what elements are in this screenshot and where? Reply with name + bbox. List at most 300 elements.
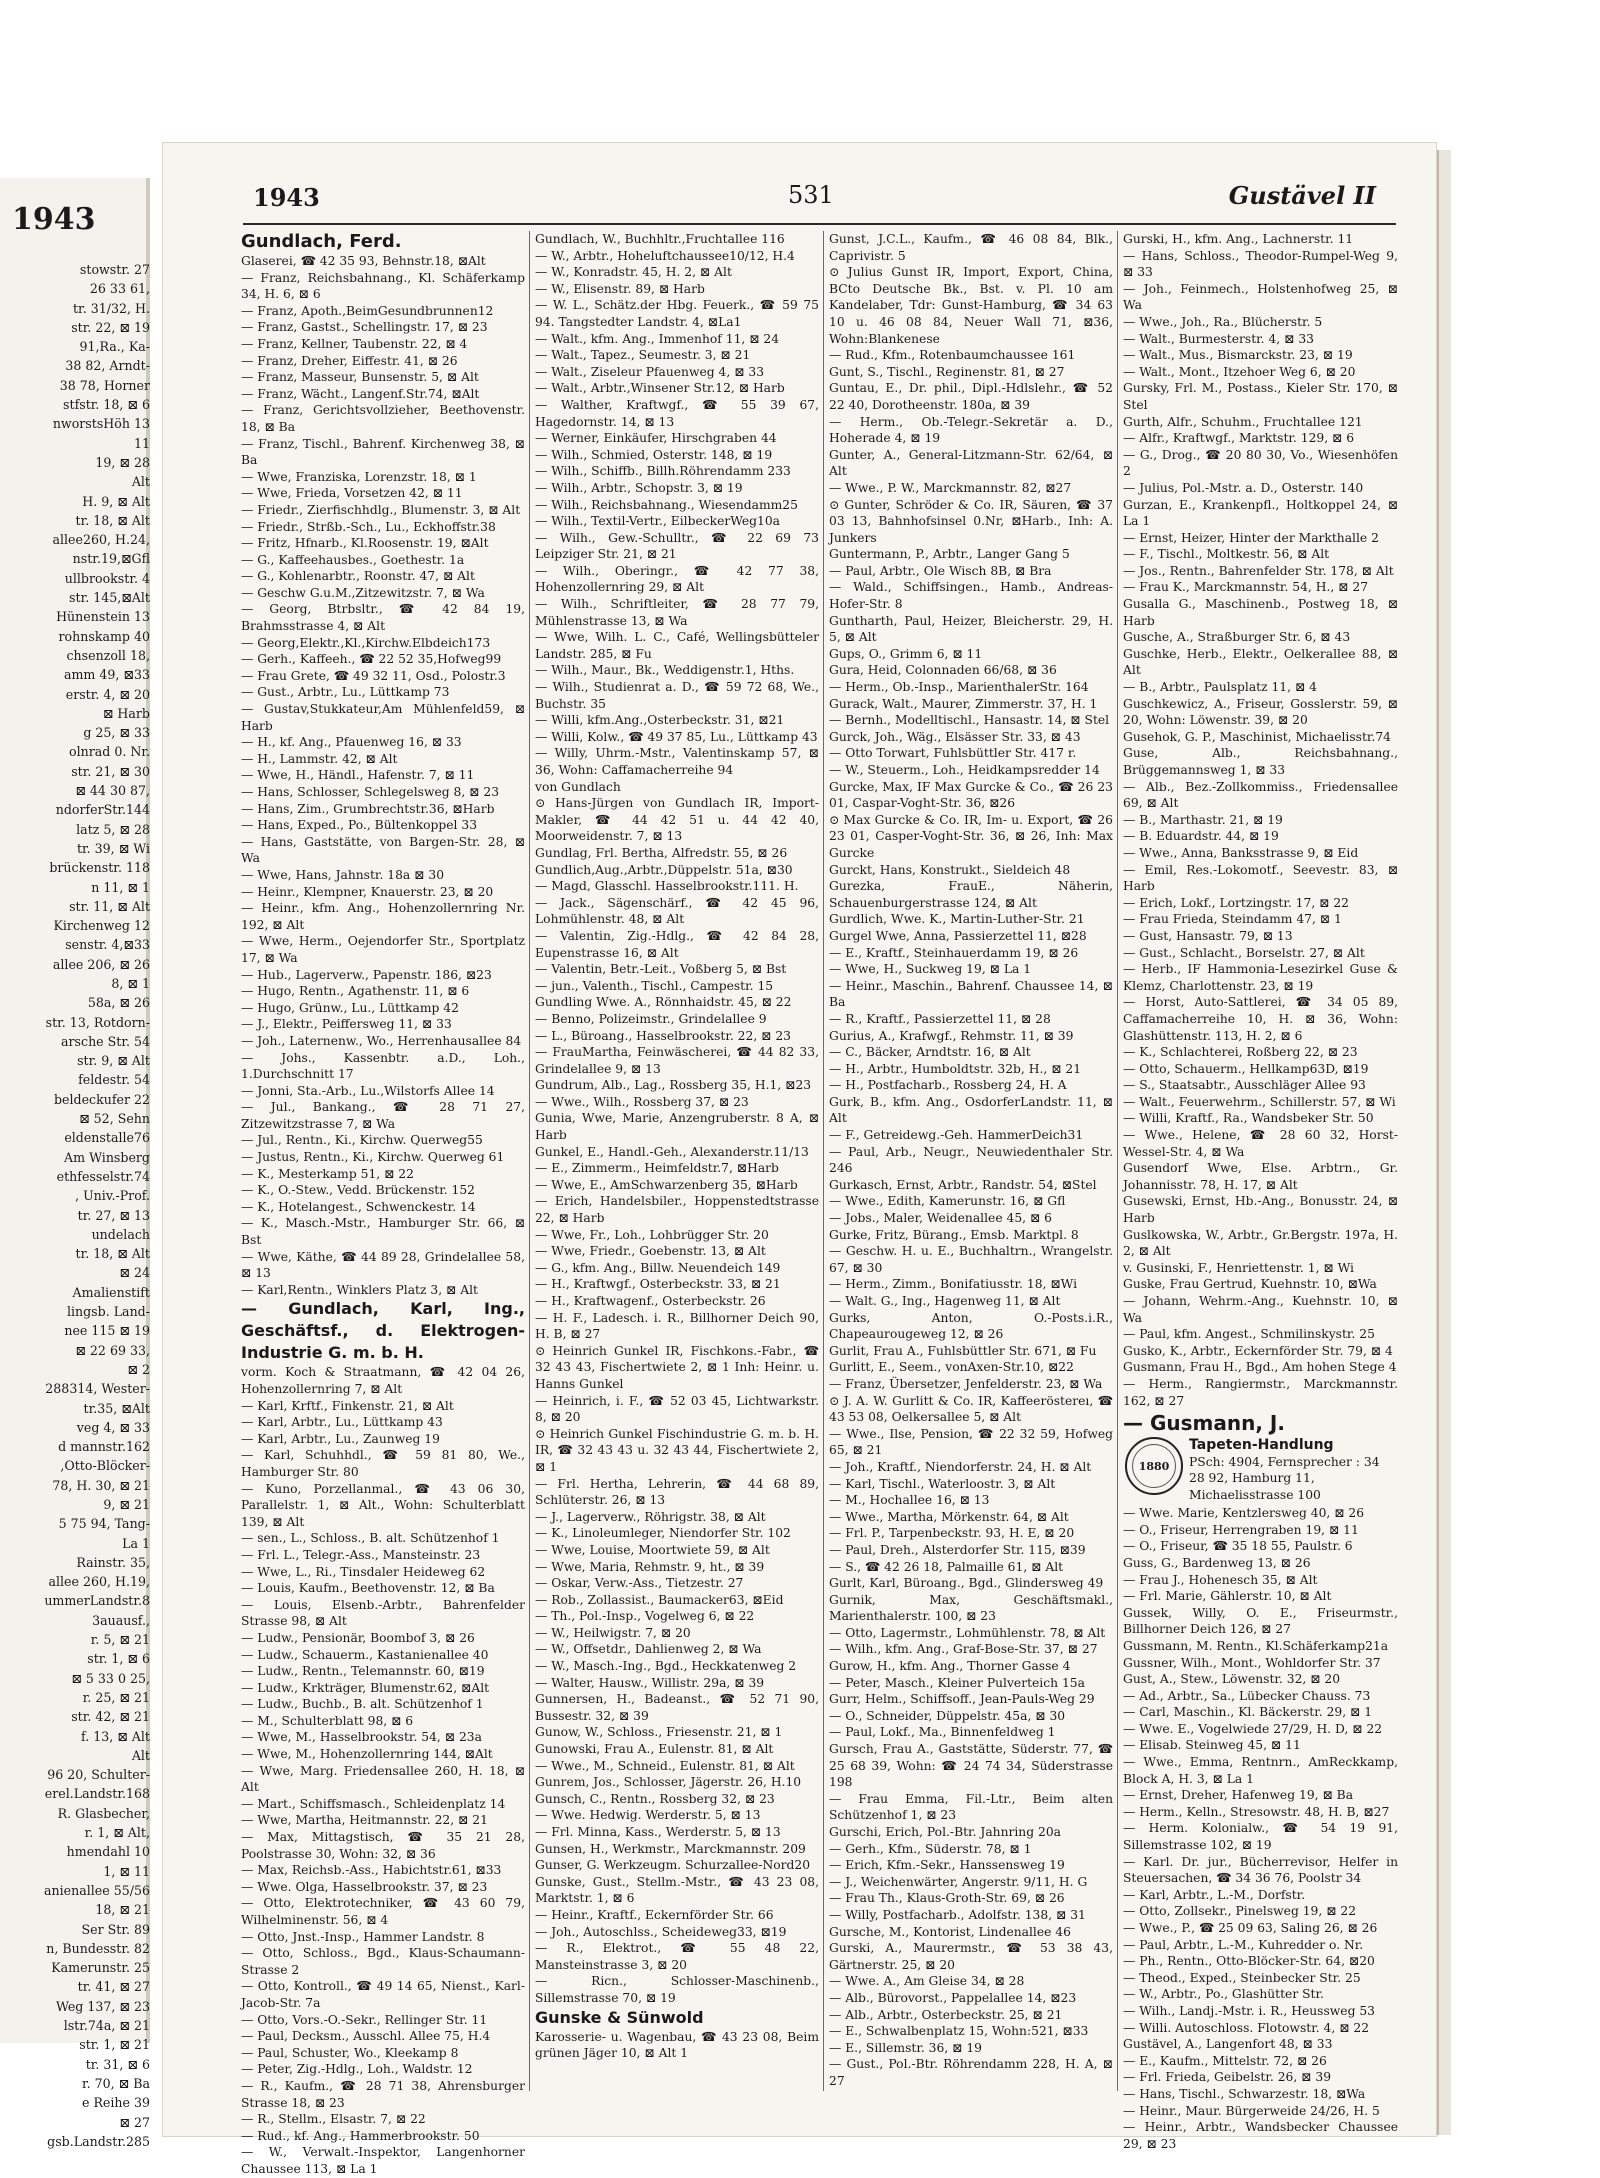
previous-page-line: Alt	[131, 1747, 150, 1763]
advertisement-text	[1189, 1437, 1398, 1503]
directory-entry: — F., Getreidewg.-Geh. HammerDeich31	[829, 1128, 1084, 1143]
directory-entry: — Paul, Arbtr., L.-M., Kuhredder o. Nr.	[1123, 1937, 1364, 1952]
directory-entry: — Heinr., Klempner, Knauerstr. 23, ⊠ 20	[241, 884, 494, 899]
directory-entry: Gurack, Walt., Maurer, Zimmerstr. 37, H. 1	[829, 696, 1098, 711]
directory-entry: — Rud., Kfm., Rotenbaumchaussee 161	[829, 348, 1076, 363]
directory-entry: Gust, A., Stew., Löwenstr. 32, ⊠ 20	[1123, 1672, 1341, 1687]
directory-entry: — Hans, Schlosser, Schlegelsweg 8, ⊠ 23	[241, 785, 500, 799]
directory-entry: — W., Masch.-Ing., Bgd., Heckkatenweg 2	[535, 1659, 797, 1674]
directory-column-4	[1123, 231, 1398, 2151]
directory-entry: — J., Weichenwärter, Angerstr. 9/11, H. G	[829, 1874, 1088, 1889]
previous-page-line: 26 33 61,	[89, 281, 150, 297]
directory-entry: — Walt., Tapez., Seumestr. 3, ⊠ 21	[535, 348, 751, 363]
previous-page-line: str. 9, ⊠ Alt	[77, 1053, 150, 1069]
directory-entry: — Wwe, Fr., Loh., Lohbrügger Str. 20	[535, 1227, 769, 1242]
directory-entry: — Jul., Rentn., Ki., Kirchw. Querweg55	[241, 1133, 483, 1148]
directory-entry: — Gust., Pol.-Btr. Röhrendamm 228, H. A, ⊠ 27	[829, 2057, 1113, 2088]
directory-entry: — Wilh., Maur., Bk., Weddigenstr.1, Hths.	[535, 663, 795, 678]
previous-page-line: Ser Str. 89	[81, 1921, 150, 1937]
directory-entry: — Mart., Schiffsmasch., Schleidenplatz 14	[241, 1796, 506, 1811]
directory-entry: — Wwe., Martha, Mörkenstr. 64, ⊠ Alt	[829, 1509, 1069, 1524]
previous-page-line: arsche Str. 54	[61, 1033, 150, 1049]
directory-entry: Gusewski, Ernst, Hb.-Ang., Bonusstr. 24, ⊠ Harb	[1123, 1194, 1398, 1226]
directory-entry: Gursche, M., Kontorist, Lindenallee 46	[829, 1924, 1071, 1939]
previous-page-line: 78, H. 30, ⊠ 21	[52, 1477, 150, 1493]
directory-entry: — jun., Valenth., Tischl., Campestr. 15	[535, 978, 774, 993]
directory-entry: — Walt., Burmesterstr. 4, ⊠ 33	[1123, 331, 1314, 346]
directory-entry: — Wwe. A., Am Gleise 34, ⊠ 28	[829, 1974, 1025, 1989]
directory-entry: — Herm., Ob.-Insp., MarienthalerStr. 164	[829, 680, 1089, 695]
directory-entry: — Walt., Feuerwehrm., Schillerstr. 57, ⊠ Wi	[1123, 1094, 1396, 1109]
directory-entry: — Hans, Exped., Po., Bültenkoppel 33	[241, 818, 478, 833]
directory-entry: — Paul, Lokf., Ma., Binnenfeldweg 1	[829, 1725, 1056, 1740]
directory-entry: — Johs., Kassenbtr. a.D., Loh., 1.Durchschnitt 17	[241, 1050, 525, 1082]
directory-entry: — Gerh., Kfm., Süderstr. 78, ⊠ 1	[829, 1841, 1032, 1856]
directory-entry: — Wwe, Frieda, Vorsetzen 42, ⊠ 11	[241, 486, 463, 501]
directory-entry: Gurth, Alfr., Schuhm., Fruchtallee 121	[1123, 414, 1363, 429]
directory-entry: — Otto, Schloss., Bgd., Klaus-Schaumann-Strasse 2	[241, 1946, 525, 1977]
directory-entry: — Jack., Sägenschärf., ☎ 42 45 96, Lohmühlenstr. 48, ⊠ Alt	[535, 895, 819, 927]
directory-entry: — Hans, Zim., Grumbrechtstr.36, ⊠Harb	[241, 801, 495, 816]
directory-entry: — Herb., IF Hammonia-Lesezirkel Guse & Klemz, Charlottenstr. 23, ⊠ 19	[1123, 962, 1398, 993]
directory-entry: — Wwe, M., Hohenzollernring 144, ⊠Alt	[241, 1747, 493, 1762]
directory-page	[162, 142, 1437, 2176]
directory-entry: — Frau Th., Klaus-Groth-Str. 69, ⊠ 26	[829, 1891, 1065, 1906]
directory-entry: — Joh., Laternenw., Wo., Herrenhausallee 84	[241, 1033, 522, 1048]
directory-entry: — S., ☎ 42 26 18, Palmaille 61, ⊠ Alt	[829, 1559, 1064, 1574]
firm-entry: — Gundlach, Karl, Ing., Geschäftsf., d. Elektrogen-Industrie G. m. b. H.	[241, 1299, 525, 1363]
previous-page-line: Kirchenweg 12	[53, 918, 150, 934]
directory-entry: — Wilh., Schriftleiter, ☎ 28 77 79, Mühlenstrasse 13, ⊠ Wa	[535, 597, 819, 628]
directory-entry: — Frl. P., Tarpenbeckstr. 93, H. E, ⊠ 20	[829, 1526, 1075, 1541]
directory-entry: — M., Hochallee 16, ⊠ 13	[829, 1493, 990, 1508]
directory-entry: — Rud., kf. Ang., Hammerbrookstr. 50	[241, 2128, 480, 2143]
previous-page-line: 288314, Wester-	[45, 1381, 150, 1397]
previous-page-line: 58a, ⊠ 26	[87, 995, 150, 1011]
directory-entry: — Wwe., Helene, ☎ 28 60 32, Horst-Wessel-Str. 4, ⊠ Wa	[1123, 1128, 1398, 1159]
directory-entry: Guschkewicz, A., Friseur, Gosslerstr. 59, ⊠ 20, Wohn: Löwenstr. 39, ⊠ 20	[1123, 696, 1398, 728]
directory-entry: — H. F., Ladesch. i. R., Billhorner Deich 90, H. B, ⊠ 27	[535, 1310, 819, 1342]
previous-page-line: tr. 31/32, H.	[73, 300, 150, 316]
directory-entry: — Walt. G., Ing., Hagenweg 11, ⊠ Alt	[829, 1294, 1061, 1308]
directory-entry: — K., O.-Stew., Vedd. Brückenstr. 152	[241, 1183, 476, 1198]
previous-page-line: 8, ⊠ 1	[111, 975, 150, 991]
directory-entry: — Valentin, Betr.-Leit., Voßberg 5, ⊠ Bst	[535, 962, 787, 977]
previous-page-line: str. 1, ⊠ 6	[87, 1651, 150, 1667]
directory-entry: — L., Büroang., Hasselbrookstr. 22, ⊠ 23	[535, 1028, 792, 1043]
previous-page-line: Hünenstein 13	[56, 609, 150, 625]
directory-entry: — Walt., Mus., Bismarckstr. 23, ⊠ 19	[1123, 348, 1353, 363]
directory-entry: — W., Verwalt.-Inspektor, Langenhorner Chaussee 113, ⊠ La 1	[241, 2145, 525, 2176]
page-header-year: 1943	[253, 183, 320, 212]
previous-page-line: tr. 18, ⊠ Alt	[75, 512, 150, 528]
directory-entry: — Frl. Frieda, Geibelstr. 26, ⊠ 39	[1123, 2070, 1332, 2085]
directory-entry: Gunow, W., Schloss., Friesenstr. 21, ⊠ 1	[535, 1725, 783, 1740]
directory-entry: — Karl, Arbtr., Lu., Zaunweg 19	[241, 1431, 440, 1446]
previous-page-lines	[4, 260, 150, 2151]
previous-page-line: str. 145,⊠Alt	[69, 590, 150, 606]
directory-entry: — Johann, Wehrm.-Ang., Kuehnstr. 10, ⊠ Wa	[1123, 1294, 1398, 1325]
directory-entry: — Heinr., Kraftf., Eckernförder Str. 66	[535, 1907, 774, 1922]
directory-entry: — Karl, Tischl., Waterloostr. 3, ⊠ Alt	[829, 1476, 1056, 1491]
directory-entry: — Heinr., Arbtr., Wandsbecker Chaussee 29, ⊠ 23	[1123, 2120, 1398, 2151]
directory-entry: — Willi, kfm.Ang.,Osterbeckstr. 31, ⊠21	[535, 713, 785, 728]
company-seal-logo: 1880	[1125, 1437, 1183, 1495]
directory-entry: Gundrum, Alb., Lag., Rossberg 35, H.1, ⊠23	[535, 1078, 812, 1093]
directory-entry: — O., Schneider, Düppelstr. 45a, ⊠ 30	[829, 1708, 1066, 1723]
directory-entry: — Ludw., Rentn., Telemannstr. 60, ⊠19	[241, 1664, 485, 1679]
directory-entry: — Wwe, Martha, Heitmannstr. 22, ⊠ 21	[241, 1813, 488, 1828]
directory-entry: Gups, O., Grimm 6, ⊠ 11	[829, 646, 983, 661]
directory-entry: — Willi, Kolw., ☎ 49 37 85, Lu., Lüttkamp 43	[535, 729, 818, 744]
directory-entry: — Erich, Lokf., Lortzingstr. 17, ⊠ 22	[1123, 895, 1349, 910]
directory-entry: Gurke, Fritz, Bürang., Emsb. Marktpl. 8	[829, 1227, 1079, 1242]
previous-page-line: ⊠ 44 30 87,	[75, 783, 150, 799]
directory-entry: vorm. Koch & Straatmann, ☎ 42 04 26, Hohenzollernring 7, ⊠ Alt	[241, 1365, 525, 1396]
directory-entry: — W. L., Schätz.der Hbg. Feuerk., ☎ 59 75 94. Tangstedter Landstr. 4, ⊠La1	[535, 298, 819, 329]
directory-entry: — W., Steuerm., Loh., Heidkampsredder 14	[829, 763, 1100, 777]
directory-entry: Gurski, A., Maurermstr., ☎ 53 38 43, Gärtnerstr. 25, ⊠ 20	[829, 1941, 1113, 1972]
directory-entry: — Franz, Kellner, Taubenstr. 22, ⊠ 4	[241, 336, 468, 351]
directory-entry: — Georg,Elektr.,Kl.,Kirchw.Elbdeich173	[241, 635, 491, 650]
directory-entry: — W., Arbtr., Po., Glashütter Str.	[1123, 1987, 1324, 2002]
directory-entry: Gurr, Helm., Schiffsoff., Jean-Pauls-Weg 29	[829, 1692, 1095, 1707]
directory-entry: Guss, G., Bardenweg 13, ⊠ 26	[1123, 1555, 1311, 1570]
directory-entry: — Otto, Zollsekr., Pinelsweg 19, ⊠ 22	[1123, 1904, 1357, 1919]
directory-entry: Gurckt, Hans, Konstrukt., Sieldeich 48	[829, 862, 1071, 877]
directory-column-3	[829, 231, 1113, 2101]
directory-entry: — Karl, Krftf., Finkenstr. 21, ⊠ Alt	[241, 1398, 454, 1413]
previous-page-line: 1, ⊠ 11	[103, 1863, 150, 1879]
directory-entry: — Franz, Wächt., Langenf.Str.74, ⊠Alt	[241, 386, 480, 401]
directory-entry: Gunowski, Frau A., Eulenstr. 81, ⊠ Alt	[535, 1742, 774, 1757]
directory-entry: — Wwe., Ilse, Pension, ☎ 22 32 59, Hofweg 65, ⊠ 21	[829, 1426, 1113, 1458]
directory-entry: — H., Lammstr. 42, ⊠ Alt	[241, 751, 398, 766]
directory-entry: — Paul, Dreh., Alsterdorfer Str. 115, ⊠39	[829, 1542, 1086, 1557]
directory-entry: — G., Kaffeehausbes., Goethestr. 1a	[241, 552, 465, 567]
previous-page-line: ndorferStr.144	[55, 802, 150, 818]
directory-entry: — Frau Emma, Fil.-Ltr., Beim alten Schützenhof 1, ⊠ 23	[829, 1791, 1113, 1823]
directory-entry: — Wwe., Anna, Banksstrasse 9, ⊠ Eid	[1123, 845, 1359, 860]
directory-entry: Gurlit, Frau A., Fuhlsbüttler Str. 671, ⊠ Fu	[829, 1343, 1097, 1358]
previous-page-line: d mannstr.162	[58, 1439, 150, 1455]
previous-page-line: str. 13, Rotdorn-	[45, 1014, 150, 1030]
directory-entry: Gundlich,Aug.,Arbtr.,Düppelstr. 51a, ⊠30	[535, 862, 793, 877]
directory-entry: — Ernst, Heizer, Hinter der Markthalle 2	[1123, 530, 1379, 545]
directory-entry: — Frau J., Hohenesch 35, ⊠ Alt	[1123, 1572, 1318, 1587]
advertisement-line: PSch: 4904, Fernsprecher : 34 28 92, Hamburg 11, Michaelisstrasse 100	[1189, 1454, 1380, 1502]
directory-entry: Gunsen, H., Werkmstr., Marckmannstr. 209	[535, 1841, 806, 1856]
previous-page-line: stfstr. 18, ⊠ 6	[63, 397, 150, 413]
column-divider	[529, 231, 530, 2091]
directory-column-2	[535, 231, 819, 2101]
directory-entry: Gunst, J.C.L., Kaufm., ☎ 46 08 84, Blk., Caprivistr. 5	[829, 232, 1113, 263]
directory-entry: — Willy, Uhrm.-Mstr., Valentinskamp 57, ⊠ 36, Wohn: Caffamacherreihe 94	[535, 746, 819, 777]
directory-entry: — Wwe. Marie, Kentzlersweg 40, ⊠ 26	[1123, 1506, 1365, 1521]
directory-entry: Gusendorf Wwe, Else. Arbtrn., Gr. Johannisstr. 78, H. 17, ⊠ Alt	[1123, 1161, 1398, 1192]
previous-page-line: ⊠ 2	[127, 1361, 150, 1377]
directory-entry: — Karl, Arbtr., Lu., Lüttkamp 43	[241, 1415, 443, 1430]
header-rule	[243, 223, 1396, 225]
directory-entry: — Franz, Gastst., Schellingstr. 17, ⊠ 23	[241, 320, 488, 335]
directory-entry: — Wwe, M., Hasselbrookstr. 54, ⊠ 23a	[241, 1730, 482, 1745]
previous-page-edge	[0, 178, 150, 2149]
directory-entry: — Wilh., Textil-Vertr., EilbeckerWeg10a	[535, 514, 781, 529]
directory-entry: — Erich, Handelsbiler., Hoppenstedtstrasse 22, ⊠ Harb	[535, 1194, 819, 1226]
directory-entry: — W., Arbtr., Hoheluftchaussee10/12, H.4	[535, 248, 795, 263]
directory-entry: Gussek, Willy, O. E., Friseurmstr., Billhorner Deich 126, ⊠ 27	[1123, 1605, 1398, 1637]
previous-page-line: r. 25, ⊠ 21	[82, 1689, 150, 1705]
previous-page-line: hmendahl 10	[66, 1844, 150, 1860]
directory-entry: Gurks, Anton, O.-Posts.i.R., Chapeaurougeweg 12, ⊠ 26	[829, 1310, 1113, 1342]
directory-entry: Gurius, A., Krafwgf., Rehmstr. 11, ⊠ 39	[829, 1028, 1074, 1043]
directory-entry: Gussner, Wilh., Mont., Wohldorfer Str. 37	[1123, 1655, 1381, 1670]
previous-page-line: lstr.74a, ⊠ 21	[63, 2018, 150, 2034]
previous-page-line: allee260, H.24,	[52, 532, 150, 548]
directory-entry: — Heinr., kfm. Ang., Hohenzollernring Nr. 192, ⊠ Alt	[241, 901, 525, 932]
directory-entry: — Hugo, Grünw., Lu., Lüttkamp 42	[241, 1000, 459, 1015]
directory-entry: Gurlt, Karl, Büroang., Bgd., Glindersweg 49	[829, 1576, 1104, 1591]
directory-entry: — Walt., Ziseleur Pfauenweg 4, ⊠ 33	[535, 364, 765, 379]
directory-entry: — Otto Torwart, Fuhlsbüttler Str. 417 r.	[829, 746, 1077, 761]
directory-entry: — Herm., Kelln., Stresowstr. 48, H. B, ⊠27	[1123, 1804, 1390, 1819]
directory-entry: Gunnersen, H., Badeanst., ☎ 52 71 90, Bussestr. 32, ⊠ 39	[535, 1692, 819, 1723]
directory-entry: ⊙ J. A. W. Gurlitt & Co. IR, Kaffeeröstereı, ☎ 43 53 08, Oelkersallee 5, ⊠ Alt	[829, 1393, 1113, 1425]
directory-entry: — Valentin, Zig.-Hdlg., ☎ 42 84 28, Eupenstrasse 16, ⊠ Alt	[535, 928, 819, 960]
directory-entry: — Justus, Rentn., Ki., Kirchw. Querweg 61	[241, 1150, 505, 1165]
directory-entry: — B., Arbtr., Paulsplatz 11, ⊠ 4	[1123, 680, 1317, 695]
directory-entry: — Alb., Bez.-Zollkommiss., Friedensallee 69, ⊠ Alt	[1123, 779, 1398, 811]
previous-page-line: ⊠ 22 69 33,	[75, 1342, 150, 1358]
directory-entry: Gurnik, Max, Geschäftsmakl., Marienthalerstr. 100, ⊠ 23	[829, 1592, 1113, 1624]
directory-entry: — O., Friseur, Herrengraben 19, ⊠ 11	[1123, 1522, 1359, 1537]
directory-entry: — Frau Frieda, Steindamm 47, ⊠ 1	[1123, 912, 1342, 927]
directory-entry: — Hans, Tischl., Schwarzestr. 18, ⊠Wa	[1123, 2086, 1366, 2101]
previous-page-line: ⊠ 24	[119, 1265, 150, 1281]
directory-entry: Guschke, Herb., Elektr., Oelkerallee 88, ⊠ Alt	[1123, 646, 1398, 678]
directory-entry: — Gust., Arbtr., Lu., Lüttkamp 73	[241, 685, 450, 700]
directory-entry: — Hans, Schloss., Theodor-Rumpel-Weg 9, ⊠ 33	[1123, 248, 1398, 280]
directory-entry: ⊙ Gunter, Schröder & Co. IR, Säuren, ☎ 37 03 13, Bahnhofsinsel 0.Nr, ⊠Harb., Inh: A. Junkers	[829, 497, 1113, 545]
directory-entry: — Wilh., Gew.-Schulltr., ☎ 22 69 73 Leipziger Str. 21, ⊠ 21	[535, 530, 819, 562]
directory-entry: — Louis, Kaufm., Beethovenstr. 12, ⊠ Ba	[241, 1581, 495, 1596]
directory-entry: — Wwe, Marg. Friedensallee 260, H. 18, ⊠ Alt	[241, 1763, 525, 1795]
directory-entry: — Paul, kfm. Angest., Schmilinskystr. 25	[1123, 1327, 1375, 1342]
directory-entry: — Wilh., Arbtr., Schopstr. 3, ⊠ 19	[535, 480, 743, 495]
directory-entry: — Willi. Autoschloss. Flotowstr. 4, ⊠ 22	[1123, 2020, 1370, 2035]
previous-page-line: allee 260, H.19,	[48, 1574, 150, 1590]
directory-entry: Gurow, H., kfm. Ang., Thorner Gasse 4	[829, 1659, 1071, 1674]
previous-page-line: r. 70, ⊠ Ba	[82, 2075, 150, 2091]
directory-entry: Guntermann, P., Arbtr., Langer Gang 5	[829, 547, 1070, 562]
previous-page-line: 11	[133, 435, 150, 451]
directory-entry: — Wwe., P. W., Marckmannstr. 82, ⊠27	[829, 480, 1072, 495]
directory-entry: — Elisab. Steinweg 45, ⊠ 11	[1123, 1738, 1301, 1753]
directory-entry: — Paul, Decksm., Ausschl. Allee 75, H.4	[241, 2029, 491, 2044]
previous-page-line: 5 75 94, Tang-	[58, 1516, 150, 1532]
previous-page-line: r. 1, ⊠ Alt,	[84, 1825, 150, 1841]
directory-entry: — Herm., Rangiermstr., Marckmannstr. 162, ⊠ 27	[1123, 1376, 1398, 1408]
directory-entry: — Gerh., Kaffeeh., ☎ 22 52 35,Hofweg99	[241, 652, 502, 667]
directory-entry: — Benno, Polizeimstr., Grindelallee 9	[535, 1011, 767, 1026]
directory-entry: — K., Schlachterei, Roßberg 22, ⊠ 23	[1123, 1045, 1358, 1060]
previous-page-line: Alt	[131, 474, 150, 490]
directory-entry: — K., Linoleumleger, Niendorfer Str. 102	[535, 1526, 791, 1541]
directory-entry: — Wwe, Käthe, ☎ 44 89 28, Grindelallee 58, ⊠ 13	[241, 1249, 525, 1281]
previous-page-line: olnrad 0. Nr.	[69, 744, 150, 760]
directory-entry: — Carl, Maschin., Kl. Bäckerstr. 29, ⊠ 1	[1123, 1705, 1373, 1720]
directory-entry: — Wwe, Herm., Oejendorfer Str., Sportplatz 17, ⊠ Wa	[241, 934, 525, 965]
previous-page-line: ullbrookstr. 4	[64, 570, 150, 586]
directory-entry: — Wwe, H., Händl., Hafenstr. 7, ⊠ 11	[241, 768, 475, 783]
directory-entry: — Frl. L., Telegr.-Ass., Mansteinstr. 23	[241, 1547, 481, 1562]
directory-entry: Gurcke, Max, IF Max Gurcke & Co., ☎ 26 23 01, Caspar-Voght-Str. 36, ⊠26	[829, 779, 1113, 811]
advertisement-title: — Gusmann, J.	[1123, 1411, 1285, 1436]
directory-entry: — Franz, Reichsbahnang., Kl. Schäferkamp 34, H. 6, ⊠ 6	[241, 270, 525, 302]
directory-entry: — Gust., Schlacht., Borselstr. 27, ⊠ Alt	[1123, 945, 1365, 960]
directory-entry: — F., Tischl., Moltkestr. 56, ⊠ Alt	[1123, 547, 1330, 562]
directory-entry: — Wwe., Emma, Rentnrn., AmReckkamp, Block A, H. 3, ⊠ La 1	[1123, 1755, 1398, 1786]
directory-entry: ⊙ Heinrich Gunkel IR, Fischkons.-Fabr., ☎ 32 43 43, Fischertwiete 2, ⊠ 1 Inh: Heinr. u. Hanns Gunkel	[535, 1343, 819, 1391]
previous-page-line: tr. 31, ⊠ 6	[85, 2056, 150, 2072]
directory-entry: — Theod., Exped., Steinbecker Str. 25	[1123, 1970, 1361, 1985]
directory-entry: — Ludw., Schauerm., Kastanienallee 40	[241, 1647, 489, 1662]
directory-entry: — Franz, Gerichtsvollzieher, Beethovenstr. 18, ⊠ Ba	[241, 403, 525, 434]
directory-entry: — E., Kaufm., Mittelstr. 72, ⊠ 26	[1123, 2053, 1327, 2068]
previous-page-line: Am Winsberg	[64, 1149, 150, 1165]
directory-entry: — FrauMartha, Feinwäscherei, ☎ 44 82 33, Grindelallee 9, ⊠ 13	[535, 1045, 819, 1076]
directory-entry: — S., Staatsabtr., Ausschläger Allee 93	[1123, 1078, 1366, 1093]
directory-entry: ⊙ Max Gurcke & Co. IR, Im- u. Export, ☎ 26 23 01, Casper-Voght-Str. 36, ⊠ 26, Inh: Max Gurcke	[829, 812, 1113, 860]
directory-entry: Gunia, Wwe, Marie, Anzengruberstr. 8 A, ⊠ Harb	[535, 1111, 819, 1143]
previous-page-line: feldestr. 54	[78, 1072, 150, 1088]
previous-page-line: latz 5, ⊠ 28	[76, 821, 150, 837]
directory-entry: — E., Sillemstr. 36, ⊠ 19	[829, 2040, 982, 2055]
directory-entry: — Walther, Kraftwgf., ☎ 55 39 67, Hagedornstr. 14, ⊠ 13	[535, 397, 819, 429]
directory-entry: Guntharth, Paul, Heizer, Bleicherstr. 29, H. 5, ⊠ Alt	[829, 613, 1113, 645]
directory-entry: Gusehok, G. P., Maschinist, Michaelisstr.74	[1123, 729, 1391, 744]
directory-entry: Gurkasch, Ernst, Arbtr., Randstr. 54, ⊠Stel	[829, 1177, 1097, 1192]
directory-entry: — H., Arbtr., Humboldtstr. 32b, H., ⊠ 21	[829, 1061, 1082, 1076]
previous-page-line: 3auausf.,	[92, 1612, 150, 1628]
directory-entry: — B. Eduardstr. 44, ⊠ 19	[1123, 829, 1279, 844]
directory-entry: — H., Postfacharb., Rossberg 24, H. A	[829, 1078, 1067, 1093]
directory-entry: — Alfr., Kraftwgf., Marktstr. 129, ⊠ 6	[1123, 431, 1355, 446]
directory-entry: von Gundlach	[535, 779, 621, 794]
previous-page-line: ,Otto-Blöcker-	[60, 1458, 150, 1474]
directory-entry: — K., Mesterkamp 51, ⊠ 22	[241, 1166, 414, 1181]
directory-entry: — Otto, Lagermstr., Lohmühlenstr. 78, ⊠ Alt	[829, 1625, 1106, 1640]
previous-page-line: str. 21, ⊠ 30	[71, 763, 150, 779]
directory-entry: Gurzan, E., Krankenpfl., Holtkoppel 24, ⊠ La 1	[1123, 497, 1398, 529]
previous-page-line: H. 9, ⊠ Alt	[82, 493, 150, 509]
directory-entry: — Heinr., Maschin., Bahrenf. Chaussee 14, ⊠ Ba	[829, 978, 1113, 1010]
directory-entry: — E., Kraftf., Steinhauerdamm 19, ⊠ 26	[829, 945, 1079, 960]
previous-page-line: 38 82, Arndt-	[65, 358, 150, 374]
directory-entry: — J., Lagerverw., Röhrigstr. 38, ⊠ Alt	[535, 1509, 766, 1524]
directory-entry: — Joh., Kraftf., Niendorferstr. 24, H. ⊠ Alt	[829, 1459, 1092, 1474]
previous-page-line: 91,Ra., Ka-	[79, 339, 150, 355]
directory-entry: — Wwe, Franziska, Lorenzstr. 18, ⊠ 1	[241, 469, 477, 484]
directory-entry: — Otto, Jnst.-Insp., Hammer Landstr. 8	[241, 1929, 485, 1944]
previous-page-line: tr. 27, ⊠ 13	[77, 1207, 150, 1223]
directory-entry: — Wwe, L., Ri., Tinsdaler Heideweg 62	[241, 1564, 486, 1579]
previous-page-line: senstr. 4,⊠33	[65, 937, 150, 953]
directory-entry: — Paul, Arb., Neugr., Neuwiedenthaler Str. 246	[829, 1144, 1113, 1176]
directory-entry: — Karl, Arbtr., L.-M., Dorfstr.	[1123, 1887, 1306, 1902]
directory-entry: Gurck, Joh., Wäg., Elsässer Str. 33, ⊠ 43	[829, 729, 1081, 744]
directory-entry: — Herm. Kolonialw., ☎ 54 19 91, Sillemstrasse 102, ⊠ 19	[1123, 1821, 1398, 1853]
directory-entry: — Jobs., Maler, Weidenallee 45, ⊠ 6	[829, 1211, 1053, 1226]
directory-entry: Gundlach, W., Buchhltr.,Fruchtallee 116	[535, 232, 785, 246]
directory-entry: — W., Konradstr. 45, H. 2, ⊠ Alt	[535, 265, 732, 280]
directory-entry: — B., Marthastr. 21, ⊠ 19	[1123, 812, 1283, 827]
directory-entry: Guse, Alb., Reichsbahnang., Brüggemannsweg 1, ⊠ 33	[1123, 746, 1398, 777]
directory-entry: — Frl. Marie, Gählerstr. 10, ⊠ Alt	[1123, 1589, 1332, 1604]
previous-page-line: str. 42, ⊠ 21	[71, 1709, 150, 1725]
directory-entry: Gustävel, A., Langenfort 48, ⊠ 33	[1123, 2037, 1333, 2052]
directory-entry: — W., Offsetdr., Dahlienweg 2, ⊠ Wa	[535, 1642, 762, 1657]
previous-page-line: ⊠ Harb	[102, 705, 150, 721]
directory-entry: — H., kf. Ang., Pfauenweg 16, ⊠ 33	[241, 735, 462, 750]
previous-page-line: r. 5, ⊠ 21	[90, 1632, 150, 1648]
previous-page-year: 1943	[12, 202, 96, 237]
previous-page-line: tr. 41, ⊠ 27	[77, 1979, 150, 1995]
directory-entry: — Paul, Arbtr., Ole Wisch 8B, ⊠ Bra	[829, 563, 1052, 578]
previous-page-line: str. 22, ⊠ 19	[71, 319, 150, 335]
directory-entry: — K., Hotelangest., Schwenckestr. 14	[241, 1199, 476, 1214]
directory-entry: — M., Schulterblatt 98, ⊠ 6	[241, 1713, 414, 1728]
directory-entry: — G., Drog., ☎ 20 80 30, Vo., Wiesenhöfen 2	[1123, 447, 1398, 479]
directory-entry: — Georg, Btrbsltr., ☎ 42 84 19, Brahmsstrasse 4, ⊠ Alt	[241, 602, 525, 634]
directory-entry: — Franz, Apoth.,BeimGesundbrunnen12	[241, 303, 494, 318]
directory-entry: — W., Elisenstr. 89, ⊠ Harb	[535, 281, 705, 296]
directory-entry: — Wwe, H., Suckweg 19, ⊠ La 1	[829, 962, 1032, 977]
page-binding-edge	[1437, 150, 1451, 2135]
directory-entry: — Heinr., Maur. Bürgerweide 24/26, H. 5	[1123, 2103, 1380, 2118]
directory-entry: — K., Masch.-Mstr., Hamburger Str. 66, ⊠ Bst	[241, 1216, 525, 1248]
directory-entry: — Ernst, Dreher, Hafenweg 19, ⊠ Ba	[1123, 1788, 1354, 1803]
previous-page-line: str. 1, ⊠ 21	[79, 2037, 150, 2053]
directory-entry: — Joh., Autoschlss., Scheideweg33, ⊠19	[535, 1924, 787, 1939]
directory-entry: Gurezka, FrauE., Näherin, Schauenburgerstrasse 124, ⊠ Alt	[829, 879, 1113, 910]
directory-entry: — Herm., Zimm., Bonifatiusstr. 18, ⊠Wi	[829, 1277, 1077, 1292]
directory-entry: — Wilh., Landj.-Mstr. i. R., Heussweg 53	[1123, 2003, 1376, 2018]
directory-entry: — Walt., Arbtr.,Winsener Str.12, ⊠ Harb	[535, 381, 785, 396]
directory-entry: — Alb., Arbtr., Osterbeckstr. 25, ⊠ 21	[829, 2007, 1063, 2022]
directory-entry: — Wwe, E., AmSchwarzenberg 35, ⊠Harb	[535, 1177, 798, 1192]
directory-entry: — Fritz, Hfnarb., Kl.Roosenstr. 19, ⊠Alt	[241, 536, 489, 551]
previous-page-line: beldeckufer 22	[53, 1091, 150, 1107]
directory-entry: — Emil, Res.-Lokomotf., Seevestr. 83, ⊠ Harb	[1123, 862, 1398, 894]
previous-page-line: ⊠ 52, Sehn	[79, 1111, 150, 1127]
directory-entry: — Otto, Schauerm., Hellkamp63D, ⊠19	[1123, 1061, 1369, 1076]
directory-entry: — Jul., Bankang., ☎ 28 71 27, Zitzewitzstrasse 7, ⊠ Wa	[241, 1100, 525, 1131]
directory-entry: — Willi, Kraftf., Ra., Wandsbeker Str. 50	[1123, 1111, 1374, 1126]
previous-page-line: e Reihe 39	[81, 2095, 150, 2111]
previous-page-line: n 11, ⊠ 1	[91, 879, 150, 895]
page-number: 531	[788, 181, 834, 209]
directory-entry: — Wwe., M., Schneid., Eulenstr. 81, ⊠ Alt	[535, 1758, 795, 1773]
previous-page-line: ⊠ 5 33 0 25,	[71, 1670, 150, 1686]
directory-entry: — Frl. Minna, Kass., Werderstr. 5, ⊠ 13	[535, 1825, 781, 1839]
directory-entry: Gurschi, Erich, Pol.-Btr. Jahnring 20a	[829, 1825, 1061, 1839]
directory-entry: — Wwe. E., Vogelwiede 27/29, H. D, ⊠ 22	[1123, 1721, 1383, 1736]
directory-entry: Gurk, B., kfm. Ang., OsdorferLandstr. 11, ⊠ Alt	[829, 1094, 1113, 1126]
directory-entry: — Max, Reichsb.-Ass., Habichtstr.61, ⊠33	[241, 1863, 502, 1878]
directory-entry: Gusko, K., Arbtr., Eckernförder Str. 79, ⊠ 4	[1123, 1343, 1393, 1358]
directory-entry: — Franz, Dreher, Eiffestr. 41, ⊠ 26	[241, 353, 458, 368]
